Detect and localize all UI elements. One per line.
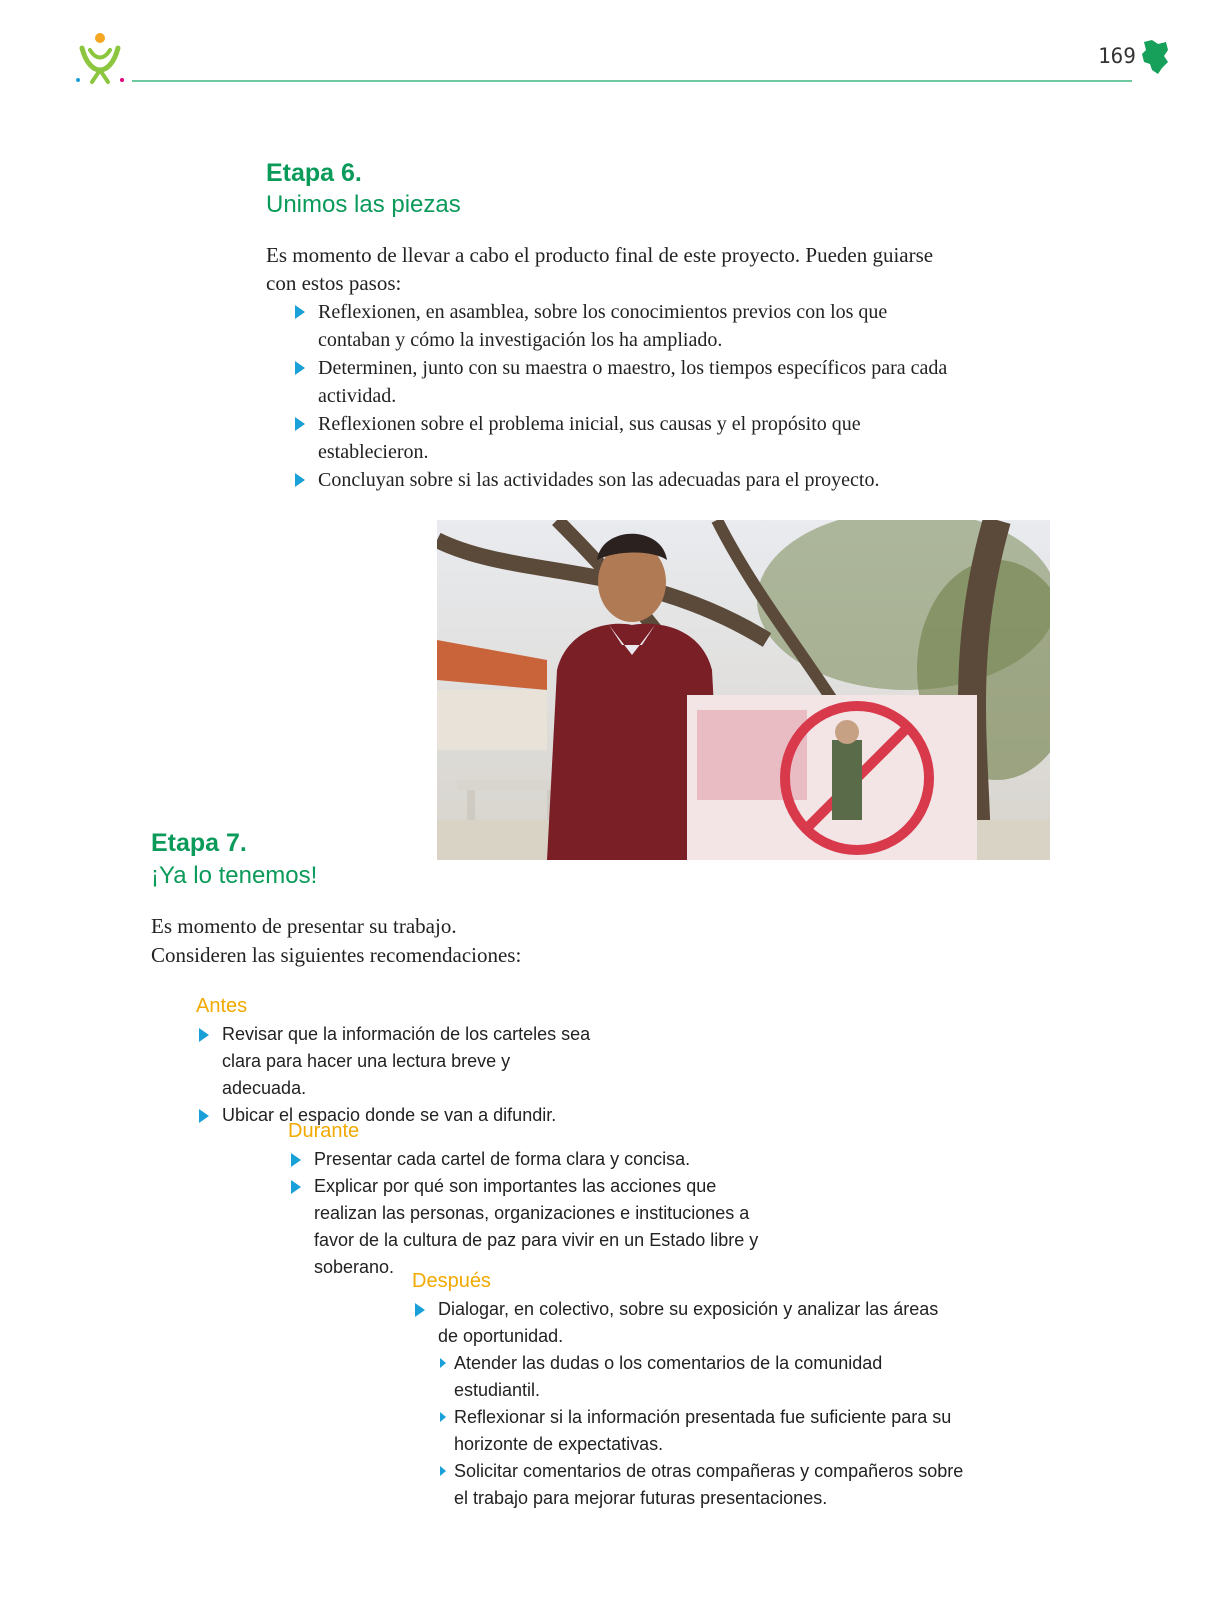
list-item: Reflexionen sobre el problema inicial, sus causas y el propósito que establecieron. [292,410,952,466]
etapa6-subtitle: Unimos las piezas [266,191,461,218]
list-item: Revisar que la información de los carteles sea clara para hacer una lectura breve y adecuada. [196,1021,596,1102]
triangle-bullet-icon [415,1303,425,1317]
small-triangle-bullet-icon [440,1358,446,1368]
small-triangle-bullet-icon [440,1412,446,1422]
list-item: Reflexionar si la información presentada fue suficiente para su horizonte de expectativas. [438,1404,968,1458]
etapa7-subtitle: ¡Ya lo tenemos! [151,862,318,889]
triangle-bullet-icon [199,1109,209,1123]
triangle-bullet-icon [199,1028,209,1042]
triangle-bullet-icon [295,305,305,319]
map-icon [1138,38,1172,76]
list-item: Atender las dudas o los comentarios de la comunidad estudiantil. [438,1350,968,1404]
durante-list [288,1146,778,1281]
etapa6-intro: Es momento de llevar a cabo el producto final de este proyecto. Pueden guiarse con estos pasos: [266,243,934,295]
list-item: Concluyan sobre si las actividades son las adecuadas para el proyecto. [292,466,952,494]
list-item: Reflexionen, en asamblea, sobre los conocimientos previos con los que contaban y cómo la investigación los ha ampliado. [292,298,952,354]
list-item: Dialogar, en colectivo, sobre su exposición y analizar las áreas de oportunidad. [412,1296,952,1350]
durante-heading: Durante [288,1120,360,1142]
etapa7-intro-line2: Consideren las siguientes recomendaciones: [151,943,522,967]
antes-list [196,1021,596,1129]
stylized-figure-logo-icon [72,30,128,86]
list-item: Determinen, junto con su maestra o maestro, los tiempos específicos para cada actividad. [292,354,952,410]
student-holding-poster-photo [437,520,1050,860]
triangle-bullet-icon [291,1180,301,1194]
etapa6-steps [292,298,952,494]
triangle-bullet-icon [291,1153,301,1167]
list-item: Presentar cada cartel de forma clara y concisa. [288,1146,778,1173]
triangle-bullet-icon [295,417,305,431]
small-triangle-bullet-icon [440,1466,446,1476]
etapa7-title: Etapa 7. [151,829,247,857]
etapa7-intro-line1: Es momento de presentar su trabajo. [151,914,457,938]
antes-heading: Antes [196,995,248,1017]
despues-sublist [438,1350,968,1512]
page-number: 169 [1098,44,1136,68]
etapa6-title: Etapa 6. [266,159,362,187]
list-item: Solicitar comentarios de otras compañeras y compañeros sobre el trabajo para mejorar futuras presentaciones. [438,1458,968,1512]
header-rule [132,80,1132,82]
despues-heading: Después [412,1270,491,1292]
list-item: Explicar por qué son importantes las acciones que realizan las personas, organizaciones e instituciones a favor de la cultura de paz para vivir en un Estado libre y soberano. [288,1173,778,1281]
triangle-bullet-icon [295,473,305,487]
list-item: Ubicar el espacio donde se van a difundir. [196,1102,596,1129]
triangle-bullet-icon [295,361,305,375]
despues-list [412,1296,952,1350]
